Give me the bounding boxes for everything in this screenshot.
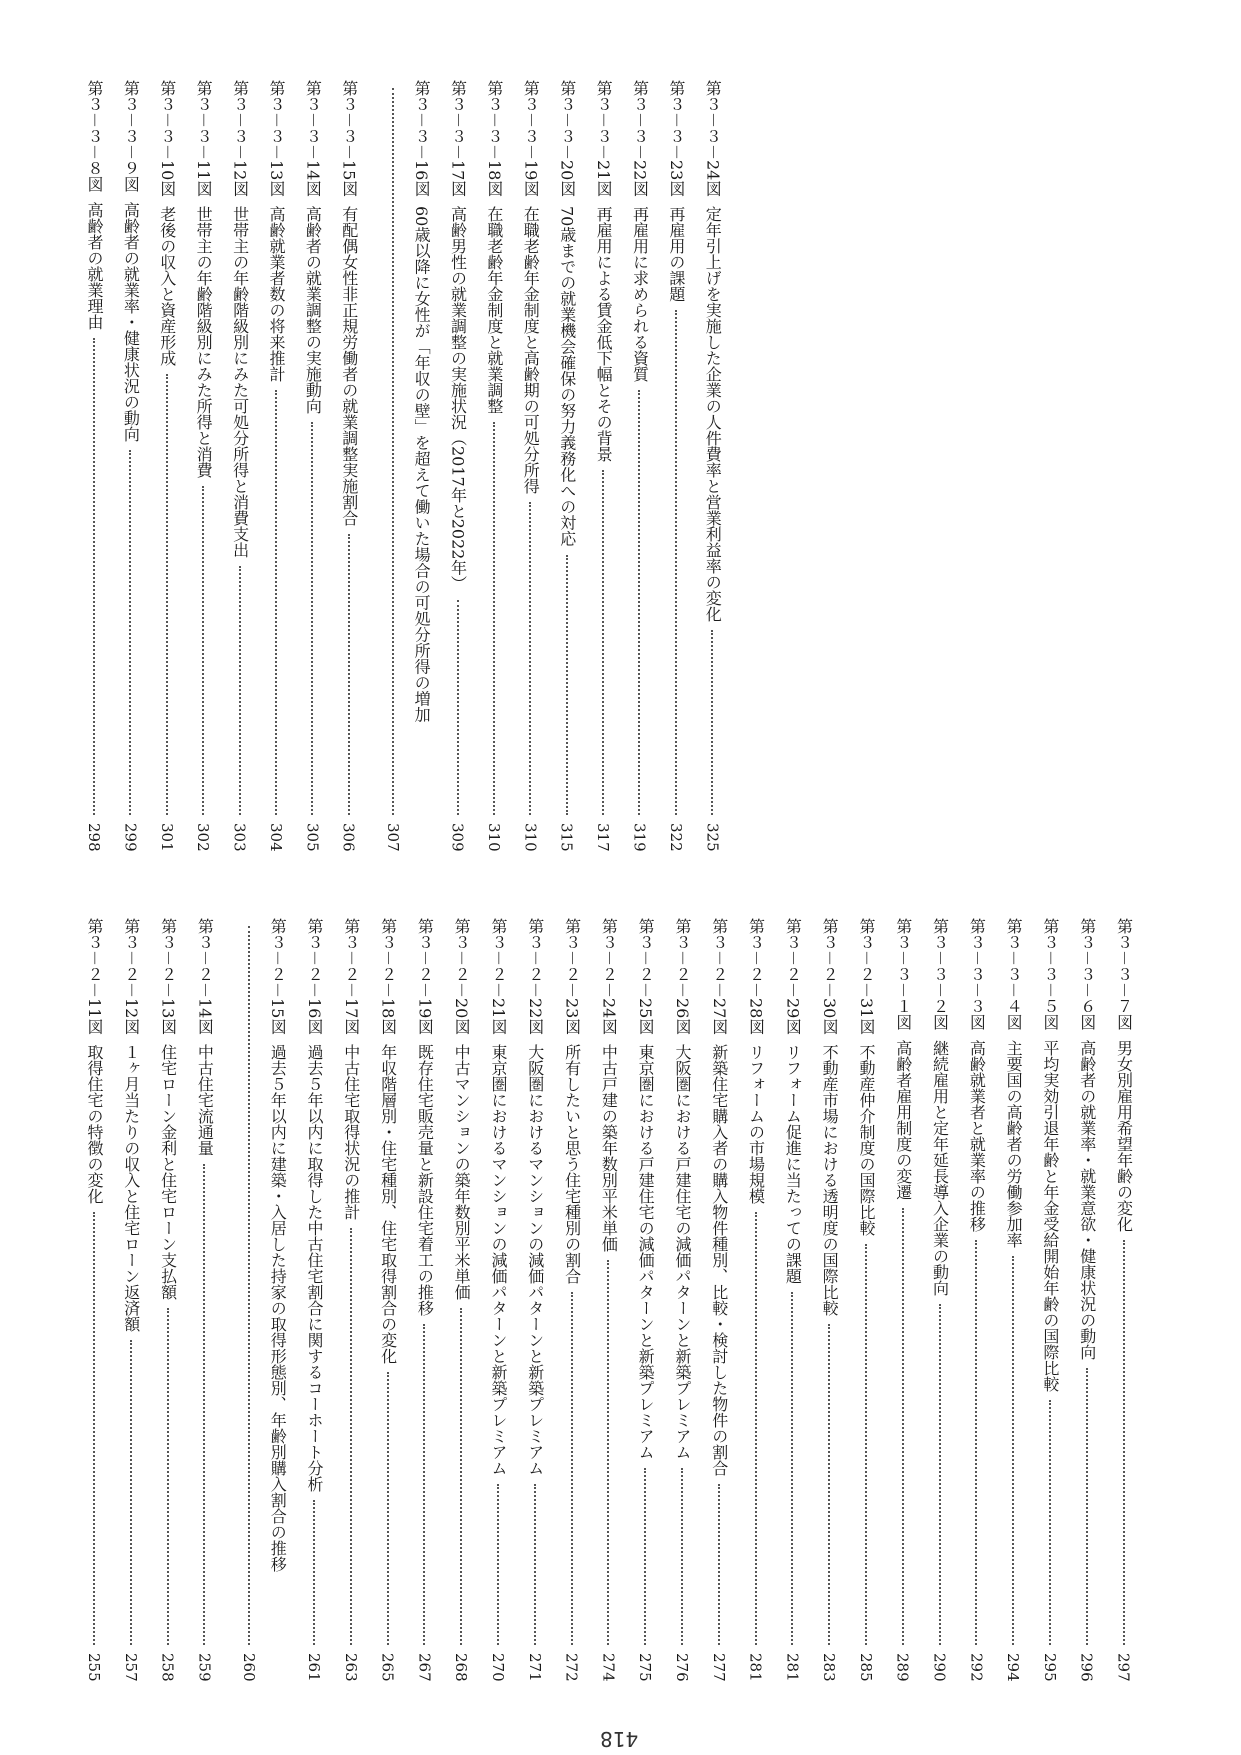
figure-title: 主要国の高齢者の労働参加率 — [1004, 1040, 1024, 1249]
toc-entry[interactable] — [1073, 918, 1101, 1682]
toc-entry[interactable] — [374, 918, 402, 1682]
figure-label: 第３－３－６図 — [1077, 918, 1097, 1031]
dot-leader — [203, 1164, 205, 1645]
page-ref: 281 — [746, 1653, 765, 1682]
page-ref: 285 — [856, 1653, 875, 1682]
figure-label: 第３－３－２図 — [930, 918, 950, 1031]
figure-label: 第３－２－24図 — [599, 918, 619, 1035]
page-ref: 301 — [157, 823, 176, 852]
toc-entry[interactable] — [625, 80, 653, 852]
dot-leader — [791, 1292, 793, 1645]
page-ref: 325 — [703, 823, 722, 852]
page-ref: 283 — [820, 1653, 839, 1682]
page-ref: 317 — [594, 823, 613, 852]
dot-leader — [457, 600, 459, 816]
figure-title: 再雇用に求められる資質 — [630, 206, 650, 383]
toc-line — [926, 918, 954, 1682]
page-ref: 294 — [1004, 1653, 1023, 1682]
dot-leader — [239, 566, 241, 815]
toc-entry[interactable] — [484, 918, 512, 1682]
toc-line — [153, 80, 181, 852]
toc-line — [407, 80, 435, 852]
page-ref: 270 — [488, 1653, 507, 1682]
page-ref: 299 — [121, 823, 140, 852]
toc-entry[interactable] — [262, 80, 290, 852]
dot-leader — [392, 88, 394, 815]
figure-title: 中古マンションの築年数別平米単価 — [452, 1044, 472, 1301]
dot-leader — [675, 310, 677, 815]
toc-line — [852, 918, 880, 1682]
toc-line — [335, 80, 363, 852]
toc-entry[interactable] — [558, 918, 586, 1682]
figure-label: 第３－２－18図 — [378, 918, 398, 1035]
figure-title: 高齢者の就業理由 — [85, 202, 104, 331]
figure-label: 第３－３－17図 — [448, 80, 468, 197]
figure-label: 第３－２－23図 — [562, 918, 582, 1035]
dot-leader — [313, 1500, 315, 1645]
figure-title: リフォーム促進に当たっての課題 — [783, 1044, 803, 1285]
toc-line — [594, 918, 622, 1682]
figure-title: 定年引上げを実施した企業の人件費率と営業利益率の変化 — [703, 206, 723, 623]
toc-entry[interactable] — [226, 80, 254, 852]
dot-leader — [828, 1324, 830, 1645]
figure-title: 高齢就業者数の将来推計 — [266, 206, 286, 383]
page-ref: 271 — [525, 1653, 544, 1682]
page-ref: 265 — [378, 1653, 397, 1682]
figure-title: 不動産市場における透明度の国際比較 — [820, 1044, 840, 1317]
dot-leader — [865, 1244, 867, 1645]
toc-entry[interactable] — [516, 80, 544, 852]
figure-title: 中古住宅取得状況の推計 — [341, 1044, 361, 1221]
toc-entry[interactable] — [190, 918, 218, 1682]
toc-line — [778, 918, 806, 1682]
figure-title: 高齢者の就業調整の実施動向 — [303, 206, 323, 415]
figure-label: 第３－２－28図 — [746, 918, 766, 1035]
figure-label: 第３－３－８図 — [85, 80, 104, 193]
page-ref: 315 — [557, 823, 576, 852]
figure-title: 高齢者雇用制度の変遷 — [893, 1040, 913, 1201]
figure-label: 第３－２－15図 — [268, 918, 288, 1035]
dot-leader — [130, 1340, 132, 1645]
dot-leader — [1049, 1400, 1051, 1645]
toc-line — [516, 80, 544, 852]
page-ref: 310 — [484, 823, 503, 852]
toc-column-left — [80, 918, 1134, 1682]
dot-leader — [202, 486, 204, 815]
figure-label: 第３－２－26図 — [672, 918, 692, 1035]
toc-entry[interactable] — [668, 918, 696, 1682]
figure-title: 世帯主の年齢階級別にみた可処分所得と消費支出 — [230, 206, 250, 559]
page-ref: 310 — [521, 823, 540, 852]
dot-leader — [350, 1228, 352, 1645]
toc-line — [668, 918, 696, 1682]
figure-label: 第３－２－30図 — [820, 918, 840, 1035]
figure-label: 第３－２－21図 — [488, 918, 508, 1035]
page-ref: 309 — [448, 823, 467, 852]
page-ref: 272 — [562, 1653, 581, 1682]
toc-line — [300, 918, 328, 1682]
dot-leader — [711, 630, 713, 815]
figure-title: 在職老齢年金制度と就業調整 — [484, 206, 504, 415]
page-ref: 319 — [630, 823, 649, 852]
figure-label: 第３－３－１図 — [893, 918, 913, 1031]
toc-line — [558, 918, 586, 1682]
page-ref: 275 — [636, 1653, 655, 1682]
toc-line — [262, 80, 290, 852]
toc-line — [1073, 918, 1101, 1682]
dot-leader — [348, 534, 350, 815]
toc-line — [80, 80, 108, 852]
figure-title: 東京圏におけるマンションの減価パターンと新築プレミアム — [488, 1044, 508, 1477]
figure-title: 中古戸建の築年数別平米単価 — [599, 1044, 619, 1253]
figure-label: 第３－３－24図 — [703, 80, 723, 197]
dot-leader — [387, 1372, 389, 1645]
toc-line — [521, 918, 549, 1682]
figure-label: 第３－２－22図 — [525, 918, 545, 1035]
toc-entry[interactable] — [371, 80, 435, 852]
figure-title: 過去５年以内に建築・入居した持家の取得形態別、年齢別購入割合の推移 — [268, 1044, 288, 1573]
toc-line — [263, 918, 291, 1682]
figure-title: リフォームの市場規模 — [746, 1044, 766, 1205]
figure-title: 過去５年以内に取得した中古住宅割合に関するコーホート分析 — [304, 1044, 324, 1493]
toc-line — [117, 918, 145, 1682]
figure-label: 第３－３－３図 — [967, 918, 987, 1031]
toc-line — [337, 918, 365, 1682]
figure-title: 70歳までの就業機会確保の努力義務化への対応 — [557, 206, 577, 547]
dot-leader — [166, 374, 168, 815]
page-ref: 304 — [266, 823, 285, 852]
toc-line — [999, 918, 1027, 1682]
toc-line — [235, 918, 263, 1682]
toc-entry[interactable] — [589, 80, 617, 852]
page-ref: 267 — [415, 1653, 434, 1682]
page-ref: 258 — [158, 1653, 177, 1682]
figure-title: 年収階層別・住宅種別、住宅取得割合の変化 — [378, 1044, 398, 1365]
dot-leader — [93, 338, 95, 815]
toc-entry[interactable] — [926, 918, 954, 1682]
toc-entry[interactable] — [444, 80, 472, 852]
figure-title: １ヶ月当たりの収入と住宅ローン返済額 — [121, 1044, 141, 1333]
page-ref: 260 — [240, 1653, 259, 1682]
figure-title: 取得住宅の特徴の変化 — [85, 1044, 104, 1205]
toc-entry[interactable] — [410, 918, 438, 1682]
figure-title: 不動産仲介制度の国際比較 — [856, 1044, 876, 1237]
figure-title: 大阪圏における戸建住宅の減価パターンと新築プレミアム — [672, 1044, 692, 1461]
toc-line — [742, 918, 770, 1682]
page-ref: 257 — [121, 1653, 140, 1682]
figure-label: 第３－３－７図 — [1114, 918, 1134, 1031]
page-ref: 296 — [1077, 1653, 1096, 1682]
figure-label: 第３－３－22図 — [630, 80, 650, 197]
toc-line — [962, 918, 990, 1682]
dot-leader — [311, 422, 313, 815]
toc-entry[interactable] — [662, 80, 690, 852]
figure-label: 第３－３－15図 — [339, 80, 359, 197]
figure-title: 大阪圏におけるマンションの減価パターンと新築プレミアム — [525, 1044, 545, 1477]
dot-leader — [529, 502, 531, 815]
toc-line — [154, 918, 182, 1682]
figure-title: 再雇用による賃金低下幅とその背景 — [594, 206, 614, 463]
dot-leader — [248, 926, 250, 1645]
dot-leader — [644, 1468, 646, 1645]
toc-entry[interactable] — [553, 80, 581, 852]
figure-label: 第３－２－11図 — [85, 918, 104, 1035]
toc-line — [480, 80, 508, 852]
figure-title: 中古住宅流通量 — [195, 1044, 215, 1157]
figure-title: 高齢者の就業率・就業意欲・健康状況の動向 — [1077, 1040, 1097, 1361]
toc-line — [662, 80, 690, 852]
dot-leader — [638, 390, 640, 815]
page-ref: 298 — [85, 823, 103, 852]
figure-title: 既存住宅販売量と新設住宅着工の推移 — [415, 1044, 435, 1317]
toc-line — [298, 80, 326, 852]
toc-line — [447, 918, 475, 1682]
page-ref: 276 — [672, 1653, 691, 1682]
figure-label: 第３－３－23図 — [666, 80, 686, 197]
toc-entry[interactable] — [153, 80, 181, 852]
figure-title: 平均実効引退年齢と年金受給開始年齢の国際比較 — [1040, 1040, 1060, 1393]
figure-title: 東京圏における戸建住宅の減価パターンと新築プレミアム — [636, 1044, 656, 1461]
figure-title: 高齢男性の就業調整の実施状況（2017年と2022年） — [448, 206, 468, 592]
toc-entry[interactable] — [999, 918, 1027, 1682]
dot-leader — [534, 1484, 536, 1645]
figure-title: 有配偶女性非正規労働者の就業調整実施割合 — [339, 206, 359, 527]
dot-leader — [423, 1324, 425, 1645]
figure-label: 第３－２－16図 — [304, 918, 324, 1035]
figure-title: 在職老齢年金制度と高齢期の可処分所得 — [521, 206, 541, 495]
dot-leader — [718, 1484, 720, 1645]
toc-entry[interactable] — [300, 918, 328, 1682]
figure-label: 第３－３－19図 — [521, 80, 541, 197]
dot-leader — [129, 450, 131, 815]
figure-label: 第３－３－18図 — [484, 80, 504, 197]
dot-leader — [275, 390, 277, 815]
toc-line — [374, 918, 402, 1682]
dot-leader — [755, 1212, 757, 1645]
dot-leader — [93, 1212, 95, 1645]
dot-leader — [493, 422, 495, 815]
dot-leader — [681, 1468, 683, 1645]
toc-entry[interactable] — [705, 918, 733, 1682]
page-ref: 306 — [339, 823, 358, 852]
dot-leader — [460, 1308, 462, 1645]
toc-line — [698, 80, 726, 852]
dot-leader — [167, 1308, 169, 1645]
page-ref: 255 — [85, 1653, 103, 1682]
figure-label: 第３－３－５図 — [1040, 918, 1060, 1031]
figure-title: 所有したいと思う住宅種別の割合 — [562, 1044, 582, 1285]
figure-label: 第３－２－29図 — [783, 918, 803, 1035]
toc-entry[interactable] — [889, 918, 917, 1682]
toc-line — [889, 918, 917, 1682]
figure-title: 住宅ローン金利と住宅ローン支払額 — [158, 1044, 178, 1301]
page-number: 418 — [600, 1727, 639, 1751]
toc-line — [116, 80, 144, 852]
page-ref: 322 — [666, 823, 685, 852]
figure-label: 第３－２－17図 — [341, 918, 361, 1035]
toc-entry[interactable] — [117, 918, 145, 1682]
figure-label: 第３－２－27図 — [709, 918, 729, 1035]
page-ref: 281 — [783, 1653, 802, 1682]
dot-leader — [602, 470, 604, 815]
page-ref: 305 — [303, 823, 322, 852]
figure-label: 第３－２－19図 — [415, 918, 435, 1035]
toc-entry[interactable] — [1110, 918, 1138, 1682]
toc-entry[interactable] — [1036, 918, 1064, 1682]
page-ref: 289 — [893, 1653, 912, 1682]
toc-column-right — [80, 80, 766, 852]
toc-entry[interactable] — [631, 918, 659, 1682]
figure-label: 第３－２－31図 — [856, 918, 876, 1035]
toc-entry[interactable] — [778, 918, 806, 1682]
toc-line — [444, 80, 472, 852]
toc-line — [80, 918, 108, 1682]
toc-line — [484, 918, 512, 1682]
toc-entry[interactable] — [80, 918, 108, 1682]
toc-entry[interactable] — [116, 80, 144, 852]
dot-leader — [1012, 1256, 1014, 1645]
figure-label: 第３－３－９図 — [121, 80, 141, 193]
dot-leader — [939, 1304, 941, 1645]
page-ref: 303 — [230, 823, 249, 852]
figure-label: 第３－３－11図 — [194, 80, 214, 197]
figure-label: 第３－３－10図 — [157, 80, 177, 197]
page-ref: 268 — [452, 1653, 471, 1682]
figure-title: 60歳以降に女性が「年収の壁」を超えて働いた場合の可処分所得の増加 — [412, 206, 432, 723]
page-ref: 261 — [304, 1653, 323, 1682]
toc-entry[interactable] — [521, 918, 549, 1682]
figure-title: 高齢就業者と就業率の推移 — [967, 1040, 987, 1233]
figure-label: 第３－２－25図 — [636, 918, 656, 1035]
page-ref: 307 — [384, 823, 403, 852]
figure-label: 第３－３－16図 — [412, 80, 432, 197]
page-ref: 274 — [599, 1653, 618, 1682]
toc-line — [1110, 918, 1138, 1682]
toc-line — [226, 80, 254, 852]
figure-label: 第３－２－20図 — [452, 918, 472, 1035]
figure-label: 第３－２－12図 — [121, 918, 141, 1035]
toc-entry[interactable] — [698, 80, 726, 852]
dot-leader — [975, 1240, 977, 1645]
toc-entry[interactable] — [189, 80, 217, 852]
figure-title: 継続雇用と定年延長導入企業の動向 — [930, 1040, 950, 1297]
dot-leader — [571, 1292, 573, 1645]
dot-leader — [1123, 1240, 1125, 1645]
figure-label: 第３－３－20図 — [557, 80, 577, 197]
page-ref: 302 — [194, 823, 213, 852]
toc-entry[interactable] — [80, 80, 108, 852]
page-ref: 295 — [1040, 1653, 1059, 1682]
toc-line — [631, 918, 659, 1682]
toc-entry[interactable] — [594, 918, 622, 1682]
toc-entry[interactable] — [335, 80, 363, 852]
toc-line — [190, 918, 218, 1682]
toc-entry[interactable] — [852, 918, 880, 1682]
toc-entry[interactable] — [962, 918, 990, 1682]
toc-line — [625, 80, 653, 852]
dot-leader — [902, 1208, 904, 1645]
page-ref: 297 — [1114, 1653, 1133, 1682]
toc-entry[interactable] — [154, 918, 182, 1682]
dot-leader — [566, 555, 568, 816]
dot-leader — [1086, 1368, 1088, 1645]
toc-entry[interactable] — [742, 918, 770, 1682]
dot-leader — [497, 1484, 499, 1645]
page-ref: 277 — [709, 1653, 728, 1682]
toc-line — [589, 80, 617, 852]
toc-entry[interactable] — [447, 918, 475, 1682]
toc-line — [379, 80, 407, 852]
toc-line — [815, 918, 843, 1682]
figure-label: 第３－３－21図 — [594, 80, 614, 197]
toc-entry[interactable] — [298, 80, 326, 852]
figure-title: 新築住宅購入者の購入物件種別、比較・検討した物件の割合 — [709, 1044, 729, 1477]
toc-line — [553, 80, 581, 852]
figure-label: 第３－３－12図 — [230, 80, 250, 197]
page-ref: 263 — [341, 1653, 360, 1682]
figure-title: 老後の収入と資産形成 — [157, 206, 177, 367]
toc-line — [410, 918, 438, 1682]
figure-label: 第３－３－４図 — [1004, 918, 1024, 1031]
toc-entry[interactable] — [480, 80, 508, 852]
toc-entry[interactable] — [815, 918, 843, 1682]
toc-entry[interactable] — [337, 918, 365, 1682]
page-ref: 259 — [195, 1653, 214, 1682]
page-ref: 292 — [967, 1653, 986, 1682]
toc-line — [705, 918, 733, 1682]
figure-title: 男女別雇用希望年齢の変化 — [1114, 1040, 1134, 1233]
figure-label: 第３－３－14図 — [303, 80, 323, 197]
toc-entry[interactable] — [227, 918, 291, 1682]
toc-line — [189, 80, 217, 852]
figure-title: 世帯主の年齢階級別にみた所得と消費 — [194, 206, 214, 479]
figure-title: 再雇用の課題 — [666, 206, 686, 303]
figure-title: 高齢者の就業率・健康状況の動向 — [121, 202, 141, 443]
figure-label: 第３－２－13図 — [158, 918, 178, 1035]
figure-label: 第３－３－13図 — [266, 80, 286, 197]
page-ref: 290 — [930, 1653, 949, 1682]
dot-leader — [607, 1260, 609, 1645]
figure-label: 第３－２－14図 — [195, 918, 215, 1035]
toc-line — [1036, 918, 1064, 1682]
